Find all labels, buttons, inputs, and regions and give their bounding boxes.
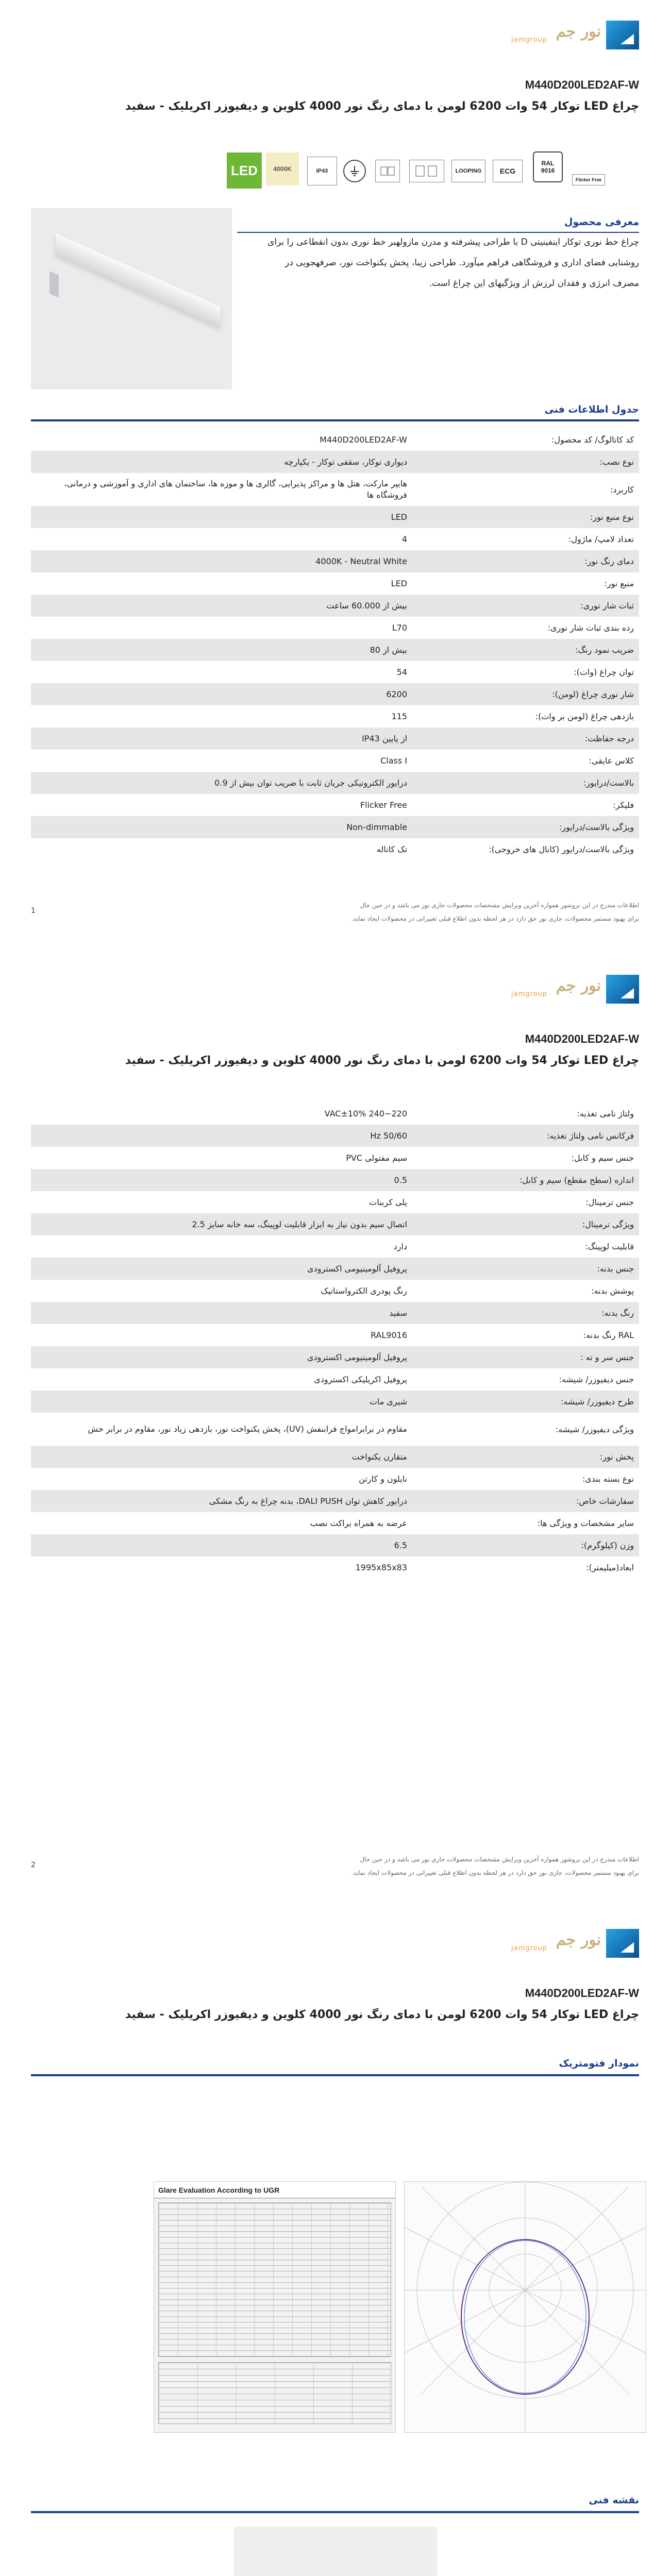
spec-row	[31, 1446, 639, 1468]
brand-name: نور جم	[556, 23, 601, 41]
spec-heading-line	[31, 419, 639, 421]
spec-row	[31, 1534, 639, 1556]
product-title: چراغ LED توکار 54 وات 6200 لومن با دمای رنگ نور 4000 کلوین و دیفیوزر اکریلیک - سفید	[125, 1054, 639, 1067]
polar-diagram	[404, 2181, 646, 2433]
spec-row	[31, 838, 639, 860]
spec-key: جنس دیفیوزر/ شیشه:	[559, 1375, 634, 1384]
spec-row	[31, 506, 639, 528]
logo-mark-icon	[606, 21, 639, 49]
spec-value: اتصال سیم بدون نیاز به ابزار قابلیت لوپینگ، سه خانه سایز 2.5	[192, 1219, 407, 1229]
spec-value: L70	[392, 622, 407, 633]
spec-value: RAL9016	[370, 1330, 407, 1340]
spec-value: LED	[391, 578, 407, 588]
spec-key: ثبات شار نوری:	[580, 601, 634, 611]
page-number: 1	[31, 907, 36, 915]
spec-row	[31, 1103, 639, 1125]
spec-row	[31, 1147, 639, 1169]
spec-key: توان چراغ (وات):	[574, 667, 634, 677]
spec-value: درایور الکترونیکی جریان ثابت با ضریب توان بیش از 0.9	[214, 777, 407, 788]
spec-value: از پایین IP43	[362, 733, 407, 743]
spec-key: سایر مشخصات و ویژگی ها:	[537, 1518, 634, 1528]
drawing-heading-line	[31, 2511, 639, 2513]
spec-key: پوشش بدنه:	[591, 1286, 634, 1296]
ugr-grid-lower	[158, 2362, 391, 2424]
spec-key: جنس سر و ته :	[580, 1352, 634, 1362]
spec-value: دارد	[393, 1241, 407, 1251]
ugr-table-image	[154, 2181, 396, 2433]
polar-svg	[405, 2182, 646, 2432]
spec-key: بازدهی چراغ (لومن بر وات):	[535, 711, 634, 721]
luminaire-body-shape	[56, 233, 221, 327]
photometric-heading: نمودار فتومتریک	[559, 2058, 639, 2069]
spec-key: سفارشات خاص:	[576, 1496, 634, 1506]
spec-key: ابعاد(میلیمتر):	[586, 1563, 634, 1572]
spec-row	[31, 794, 639, 816]
spec-key: ویژگی بالاست/درایور:	[559, 822, 634, 832]
spec-key: بالاست/درایور:	[583, 778, 634, 788]
spec-value: 54	[396, 667, 407, 677]
spec-value: 6.5	[394, 1540, 407, 1550]
spec-value: بیش از 60.000 ساعت	[326, 600, 407, 611]
luminaire-endcap-shape	[49, 271, 59, 298]
photometric-heading-line	[31, 2074, 639, 2076]
page-2	[0, 954, 670, 1908]
intro-text: چراغ خط نوری توکار اینفینیتی D با طراحی پیشرفته و مدرن مازولهبر خط نوری بدون انقطاعی را برای روشنایی فضای اداری و فروشگاهی فراهم میآورد. طراحی زیبا، پخش یکنواخت نور، صرفهجویی در مصرف انرژی و فقدان لرزش از ویژگیهای این چراغ است.	[267, 237, 639, 289]
spec-row	[31, 1125, 639, 1147]
product-title: چراغ LED توکار 54 وات 6200 لومن با دمای رنگ نور 4000 کلوین و دیفیوزر اکریلیک - سفید	[125, 100, 639, 113]
page-3	[0, 1908, 670, 2576]
drawing-heading: نقشه فنی	[589, 2495, 639, 2506]
spec-row	[31, 473, 639, 506]
spec-value: 6200	[386, 689, 407, 699]
spec-table-2	[31, 1103, 639, 1579]
spec-key: درجه حفاظت:	[584, 734, 634, 743]
spec-key: جنس ترمینال:	[585, 1197, 634, 1207]
spec-value: بیش از 80	[370, 645, 407, 655]
spec-row	[31, 550, 639, 572]
recessed-mount-icon	[409, 160, 444, 182]
spec-key: جنس سیم و کابل:	[571, 1153, 634, 1163]
spec-key: نوع منبع نور:	[590, 512, 634, 522]
ugr-title: Glare Evaluation According to UGR	[154, 2182, 395, 2198]
ral-number: 9016	[541, 167, 555, 174]
brand-name: نور جم	[556, 977, 601, 995]
spec-value: پروفیل اکریلیکی اکسترودی	[314, 1374, 407, 1384]
spec-value: M440D200LED2AF-W	[320, 434, 407, 445]
spec-key: وزن (کیلوگرم):	[581, 1540, 634, 1550]
spec-key: تعداد لامپ/ ماژول:	[568, 534, 634, 544]
surface-mount-icon	[375, 160, 400, 182]
spec-key: ضریب نمود رنگ:	[575, 645, 634, 655]
spec-row	[31, 1280, 639, 1302]
page-number: 2	[31, 1861, 36, 1869]
spec-value: عرضه به همراه براکت نصب	[310, 1518, 407, 1528]
brand-logo	[511, 21, 639, 49]
spec-value: درایور کاهش توان DALI PUSH، بدنه چراغ به رنگ مشکی	[209, 1496, 407, 1506]
spec-key: پخش نور:	[599, 1452, 634, 1462]
brand-logo	[511, 1929, 639, 1958]
spec-row	[31, 727, 639, 750]
spec-row	[31, 1169, 639, 1191]
spec-value: 220~240 VAC±10%	[324, 1108, 407, 1118]
spec-row	[31, 1368, 639, 1391]
logo-mark-icon	[606, 975, 639, 1004]
spec-row	[31, 595, 639, 617]
spec-row	[31, 1258, 639, 1280]
product-code: M440D200LED2AF-W	[525, 78, 639, 91]
footer-line-2: برای بهبود مستمر محصولات، جاری نور حق دارد در هر لحظه بدون اطلاع قبلی تغییراتی در محصولات ایجاد نماید.	[351, 915, 639, 922]
spec-row	[31, 1512, 639, 1534]
ral-label: RAL	[541, 160, 555, 167]
spec-row	[31, 1391, 639, 1413]
brand-sub: jamgroup	[511, 1944, 547, 1952]
spec-row	[31, 1490, 639, 1512]
footer-line-1: اطلاعات مندرج در این بروشور همواره آخرین ویرایش مشخصات محصولات جاری نور می باشد و در حین حال	[360, 902, 639, 909]
spec-value: پروفیل آلومینیومی اکسترودی	[307, 1263, 407, 1274]
spec-row	[31, 1191, 639, 1213]
spec-value: Flicker Free	[360, 800, 407, 810]
spec-value: Non-dimmable	[346, 822, 407, 832]
spec-value: مقاوم در برابرامواج فرابنفش (UV)، پخش یکنواخت نور، بازدهی زیاد نور، مقاوم در برابر حش	[88, 1424, 407, 1434]
spec-key: ویژگی ترمینال:	[582, 1219, 634, 1229]
technical-drawing	[234, 2527, 437, 2576]
spec-row	[31, 816, 639, 838]
spec-value: 1995x85x83	[355, 1562, 407, 1572]
spec-key: نوع بسته بندی:	[582, 1474, 634, 1484]
spec-value: دیواری توکار، سقفی توکار - یکپارچه	[284, 456, 407, 467]
spec-value: 4	[401, 534, 407, 544]
spec-value: شیری مات	[369, 1396, 407, 1406]
spec-value: سیم مفتولی PVC	[346, 1153, 407, 1163]
spec-value: رنگ پودری الکترواستاتیک	[321, 1285, 407, 1296]
spec-key: نوع نصب:	[599, 457, 634, 467]
spec-key: کد کاتالوگ/ کد محصول:	[551, 435, 634, 445]
intro-heading: معرفی محصول	[564, 216, 639, 228]
spec-row	[31, 429, 639, 451]
spec-key: رده بندی ثبات شار نوری:	[547, 623, 634, 633]
spec-value: پروفیل آلومینیومی اکسترودی	[307, 1352, 407, 1362]
spec-value: 4000K - Neutral White	[315, 556, 407, 566]
ecg-icon: ECG	[493, 160, 523, 182]
spec-row	[31, 705, 639, 727]
footer-note	[351, 899, 639, 925]
spec-value: متقارن یکنواخت	[351, 1451, 407, 1462]
spec-table-1	[31, 429, 639, 860]
flicker-free-icon: Flicker Free	[572, 174, 605, 185]
spec-row	[31, 1324, 639, 1346]
product-title: چراغ LED توکار 54 وات 6200 لومن با دمای رنگ نور 4000 کلوین و دیفیوزر اکریلیک - سفید	[125, 2008, 639, 2021]
spec-key: فرکانس نامی ولتاژ تغذیه:	[546, 1131, 634, 1141]
spec-value: 0.5	[394, 1175, 407, 1185]
spec-value: 50/60 Hz	[370, 1130, 407, 1141]
spec-row	[31, 1302, 639, 1324]
product-image	[31, 208, 232, 389]
spec-row	[31, 1235, 639, 1258]
spec-key: ویژگی دیفیوزر/ شیشه:	[555, 1424, 634, 1434]
spec-key: کاربرد:	[610, 484, 634, 495]
feature-icons	[222, 149, 644, 191]
led-icon: LED	[227, 152, 262, 189]
spec-row	[31, 1413, 639, 1446]
ugr-grid	[158, 2202, 391, 2357]
product-code: M440D200LED2AF-W	[525, 1987, 639, 1999]
spec-key: اندازه (سطح مقطع) سیم و کابل:	[520, 1175, 634, 1185]
product-code: M440D200LED2AF-W	[525, 1032, 639, 1045]
spec-key: منبع نور:	[604, 579, 634, 588]
footer-line-2: برای بهبود مستمر محصولات، جاری نور حق دارد در هر لحظه بدون اطلاع قبلی تغییراتی در محصولات ایجاد نماید.	[351, 1869, 639, 1876]
brand-name: نور جم	[556, 1931, 601, 1949]
page-1	[0, 0, 670, 954]
spec-key: فلیکر:	[613, 800, 634, 810]
footer-line-1: اطلاعات مندرج در این بروشور همواره آخرین ویرایش مشخصات محصولات جاری نور می باشد و در حین حال	[360, 1856, 639, 1863]
spec-row	[31, 1556, 639, 1579]
spec-key: ویژگی بالاست/درایور (کانال های خروجی):	[489, 844, 634, 854]
spec-key: ولتاژ نامی تغذیه:	[577, 1109, 634, 1118]
spec-row	[31, 639, 639, 661]
spec-key: RAL رنگ بدنه:	[583, 1330, 634, 1340]
spec-key: رنگ بدنه:	[601, 1308, 634, 1318]
spec-value: LED	[391, 512, 407, 522]
spec-key: طرح دیفیوزر/ شیشه:	[560, 1397, 634, 1406]
spec-key: قابلیت لوپینگ:	[585, 1242, 634, 1251]
cct-icon: 4000K	[266, 152, 299, 185]
spec-key: شار نوری چراغ (لومن):	[552, 689, 634, 699]
spec-row	[31, 617, 639, 639]
spec-value: 115	[391, 711, 407, 721]
spec-row	[31, 1213, 639, 1235]
spec-value: Class I	[380, 755, 407, 766]
spec-row	[31, 528, 639, 550]
ip-rating-icon: IP43	[307, 157, 337, 185]
logo-mark-icon	[606, 1929, 639, 1958]
spec-row	[31, 1468, 639, 1490]
spec-row	[31, 661, 639, 683]
spec-heading: جدول اطلاعات فنی	[544, 404, 639, 415]
spec-value: هایپر مارکت، هتل ها و مراکز پذیرایی، گالری ها و موزه ها، ساختمان های اداری و آموزشی و درمانی، فروشگاه ها	[64, 479, 407, 500]
spec-row	[31, 1346, 639, 1368]
spec-row	[31, 750, 639, 772]
ral-color-icon	[533, 151, 563, 182]
spec-key: کلاس عایقی:	[589, 756, 634, 766]
looping-icon: LOOPING	[451, 160, 485, 182]
brand-sub: jamgroup	[511, 990, 547, 998]
spec-row	[31, 772, 639, 794]
spec-value: سفید	[389, 1308, 407, 1318]
spec-key: جنس بدنه:	[597, 1264, 634, 1274]
spec-value: تک کاناله	[376, 844, 407, 854]
spec-row	[31, 572, 639, 595]
spec-key: دمای رنگ نور:	[584, 556, 634, 566]
footer-note	[351, 1853, 639, 1879]
spec-value: پلی کربنات	[369, 1197, 407, 1207]
brand-sub: jamgroup	[511, 36, 547, 44]
spec-row	[31, 451, 639, 473]
brand-logo	[511, 975, 639, 1004]
drawing-svg	[234, 2527, 437, 2576]
ground-class-icon	[343, 160, 366, 182]
spec-value: نایلون و کارتن	[359, 1473, 407, 1484]
spec-row	[31, 683, 639, 705]
